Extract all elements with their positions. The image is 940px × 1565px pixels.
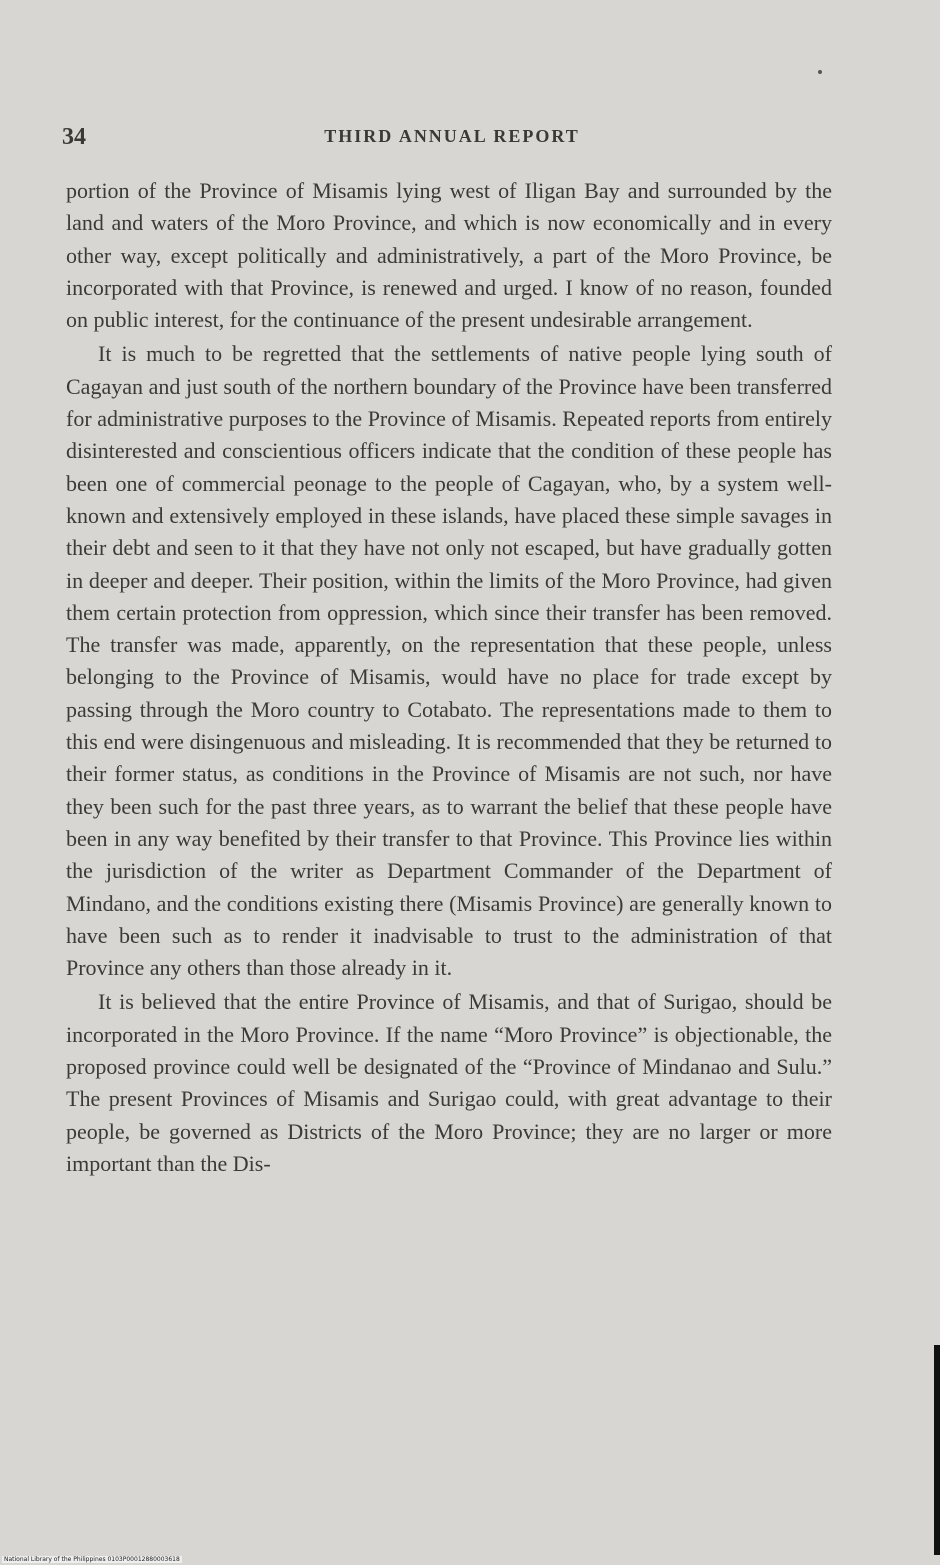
paragraph: It is believed that the entire Province of Misamis, and that of Surigao, should be incorporated in the Moro Province. If the name “Moro Province” is objectionable, the proposed province could well be designated of the “Province of Mindanao and Sulu.” The present Provinces of Misamis and Surigao could, with great advantage to their people, be governed as Districts of the Moro Province; they are no larger or more important than the Dis-: [66, 989, 832, 1176]
paragraph-continued: portion of the Province of Misamis lying west of Iligan Bay and surrounded by the land and waters of the Moro Province, and which is now economically and in every other way, except politically and administratively, a part of the Moro Province, be incorporated with that Province, is renewed and urged. I know of no reason, founded on public interest, for the continuance of the present undesirable arrangement.: [66, 178, 832, 333]
page-number: 34: [62, 124, 86, 150]
page-header: [62, 118, 842, 158]
running-title: THIRD ANNUAL REPORT: [324, 126, 580, 146]
scan-credit: National Library of the Philippines 0103P00012880003618: [4, 1556, 180, 1563]
scan-edge-shadow: [934, 1345, 940, 1555]
body-text: [66, 175, 832, 1180]
scan-speck: [818, 70, 822, 74]
paragraph: It is much to be regretted that the settlements of native people lying south of Cagayan and just south of the northern boundary of the Province have been transferred for administrative purposes to the Province of Misamis. Repeated reports from entirely disinterested and conscientious officers indicate that the condition of these people has been one of commercial peonage to the people of Cagayan, who, by a system well-known and extensively employed in these islands, have placed these simple savages in their debt and seen to it that they have not only not escaped, but have gradually gotten in deeper and deeper. Their position, within the limits of the Moro Province, had given them certain protection from oppression, which since their transfer has been removed. The transfer was made, apparently, on the representation that these people, unless belonging to the Province of Misamis, would have no place for trade except by passing through the Moro country to Cotabato. The representations made to them to this end were disingenuous and misleading. It is recommended that they be returned to their former status, as conditions in the Province of Misamis are not such, nor have they been such for the past three years, as to warrant the belief that these people have been in any way benefited by their transfer to that Province. This Province lies within the jurisdiction of the writer as Department Commander of the Department of Mindano, and the conditions existing there (Misamis Province) are generally known to have been such as to render it inadvisable to trust to the administration of that Province any others than those already in it.: [66, 341, 832, 981]
